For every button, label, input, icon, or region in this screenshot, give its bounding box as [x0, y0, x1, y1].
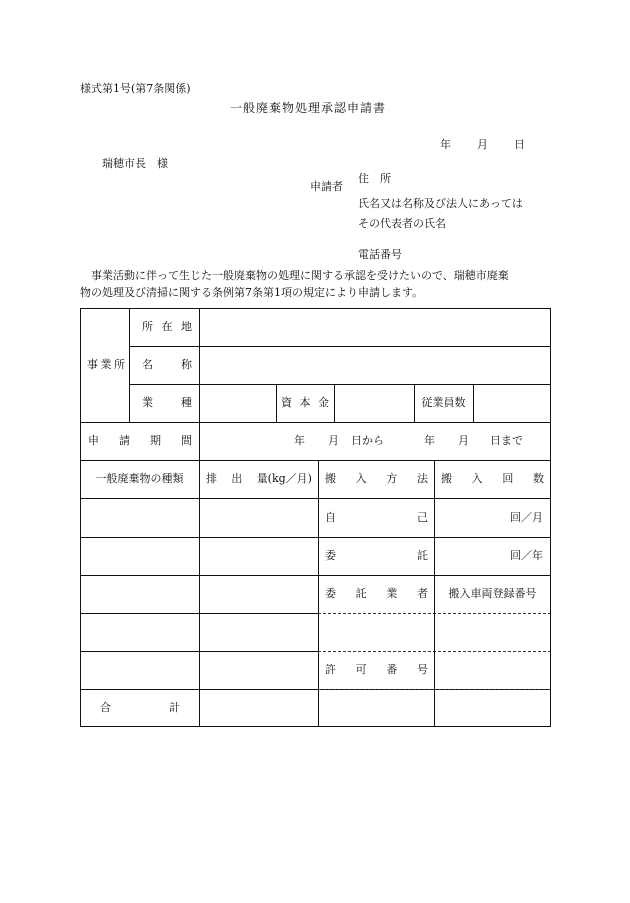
- statement-line1: 事業活動に伴って生じた一般廃棄物の処理に関する承認を受けたいので、瑞穂市廃棄: [91, 269, 509, 282]
- location-label: 所 在 地: [142, 320, 192, 333]
- date-day-label: 日: [514, 138, 525, 151]
- contract-unit: 回／年: [510, 549, 543, 562]
- discharge-field-5[interactable]: [200, 652, 318, 689]
- period-label: 申 請 期 間: [88, 434, 192, 447]
- phone-label: 電話番号: [358, 248, 402, 261]
- employees-field[interactable]: [474, 385, 550, 422]
- vehicle-reg-field[interactable]: [435, 614, 550, 651]
- contract-label: 委 託: [325, 549, 428, 562]
- form-number: 様式第1号(第7条関係): [80, 82, 191, 95]
- statement-line2: 物の処理及び清掃に関する条例第7条第1項の規定により申請します。: [80, 286, 424, 299]
- applicant-label: 申請者: [310, 180, 343, 193]
- office-name-label: 名 称: [142, 358, 192, 371]
- document-title: 一般廃棄物処理承認申請書: [230, 101, 387, 115]
- waste-type-field-5[interactable]: [81, 652, 199, 689]
- capital-label: 資 本 金: [281, 396, 329, 409]
- discharge-field-4[interactable]: [200, 614, 318, 651]
- office-label: 事 業 所: [87, 358, 125, 371]
- contract-count-field[interactable]: [435, 537, 543, 575]
- self-label: 自 己: [325, 510, 428, 524]
- name-label-line1: 氏名又は名称及び法人にあっては: [358, 197, 523, 210]
- employees-label: 従業員数: [421, 396, 466, 409]
- discharge-field-2[interactable]: [200, 538, 318, 575]
- business-type-field[interactable]: [200, 385, 276, 422]
- address-label: 住 所: [358, 172, 391, 185]
- business-type-label: 業 種: [142, 396, 192, 409]
- discharge-header: 排 出 量(kg／月): [206, 472, 312, 485]
- total-field[interactable]: [200, 690, 318, 726]
- permit-label: 許 可 番 号: [325, 663, 428, 676]
- date-year-label: 年: [440, 138, 451, 151]
- addressee: 瑞穂市長 様: [102, 157, 168, 170]
- waste-type-field-1[interactable]: [81, 499, 199, 537]
- discharge-field-3[interactable]: [200, 576, 318, 613]
- permit-number-field[interactable]: [435, 652, 550, 689]
- statement: [80, 267, 550, 301]
- total-label: 合 計: [100, 700, 180, 714]
- vehicle-reg-label: 搬入車両登録番号: [448, 587, 537, 600]
- method-header: 搬 入 方 法: [325, 472, 428, 485]
- waste-type-field-4[interactable]: [81, 614, 199, 651]
- office-name-field[interactable]: [200, 347, 550, 384]
- waste-type-header: 一般廃棄物の種類: [95, 472, 184, 485]
- waste-type-field-3[interactable]: [81, 576, 199, 613]
- self-count-field[interactable]: [435, 498, 543, 537]
- contractor-label: 委 託 業 者: [325, 587, 428, 600]
- name-label-line2: その代表者の氏名: [358, 217, 446, 230]
- self-unit: 回／月: [510, 510, 543, 524]
- discharge-field-1[interactable]: [200, 499, 318, 537]
- date-month-label: 月: [477, 138, 488, 151]
- permit-extra-field-1[interactable]: [319, 690, 434, 726]
- count-header: 搬 入 回 数: [441, 472, 544, 485]
- contractor-name-field[interactable]: [319, 614, 434, 651]
- location-field[interactable]: [200, 309, 550, 346]
- permit-extra-field-2[interactable]: [435, 690, 550, 726]
- application-table: [80, 308, 551, 727]
- period-field[interactable]: 年 月 日から 年 月 日まで: [294, 434, 523, 447]
- waste-type-field-2[interactable]: [81, 538, 199, 575]
- capital-field[interactable]: [335, 385, 414, 422]
